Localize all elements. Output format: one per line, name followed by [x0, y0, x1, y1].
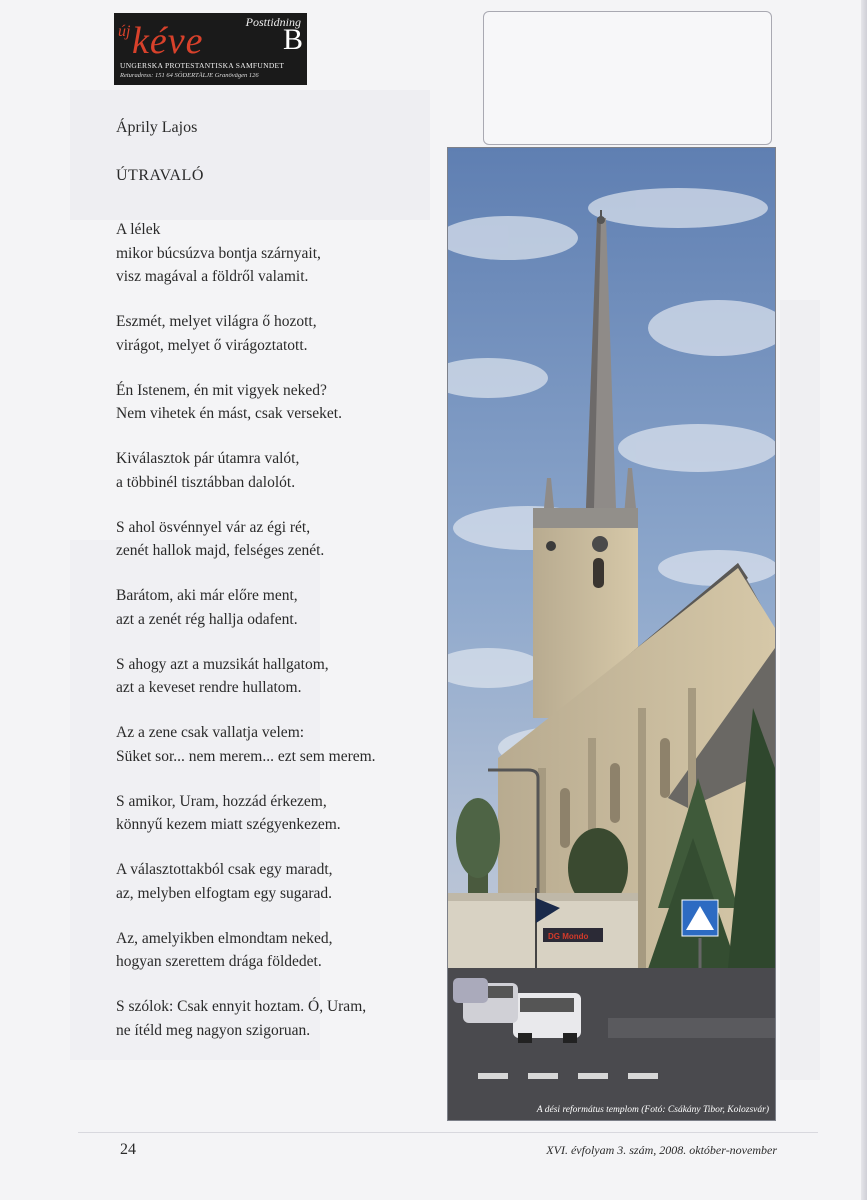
poem-line: azt a keveset rendre hullatom.	[116, 679, 302, 696]
poem-line: ne ítéld meg nagyon szigoruan.	[116, 1021, 311, 1039]
logo-return-address: Returadress: 151 64 SÖDERTÄLJE Granövägen 126	[120, 72, 259, 79]
stanza	[116, 516, 436, 563]
poem-line: azt a zenét rég hallja odafent.	[116, 610, 298, 628]
poem-line: S ahol ösvénnyel vár az égi rét,	[116, 518, 311, 536]
poem-line: könnyű kezem miatt szégyenkezem.	[116, 816, 341, 833]
stanza	[116, 310, 436, 357]
posttidning-label: Posttidning	[245, 15, 301, 29]
address-window	[483, 11, 772, 145]
poem-line: Nem vihetek én mást, csak verseket.	[116, 405, 342, 422]
bleed-through-block	[70, 90, 430, 220]
stanza	[116, 858, 436, 905]
stanza	[116, 927, 436, 974]
stanza	[116, 218, 436, 289]
poem-line: Kiválasztok pár útamra valót,	[116, 450, 300, 467]
poem-body	[116, 218, 436, 1064]
poem-author: Áprily Lajos	[116, 119, 198, 136]
newsletter-logo	[114, 13, 307, 85]
bleed-through-block	[780, 300, 820, 1080]
poem-line: mikor búcsúzva bontja szárnyait,	[116, 244, 321, 262]
poem-line: S szólok: Csak ennyit hoztam. Ó, Uram,	[116, 998, 367, 1015]
poem-line: Eszmét, melyet világra ő hozott,	[116, 313, 317, 330]
poem-line: A választottakból csak egy maradt,	[116, 861, 333, 878]
stanza	[116, 584, 436, 631]
logo-organization: UNGERSKA PROTESTANTISKA SAMFUNDET	[120, 61, 285, 70]
poem-line: S amikor, Uram, hozzád érkezem,	[116, 792, 327, 810]
poem-line: S ahogy azt a muzsikát hallgatom,	[116, 655, 329, 673]
poem-line: hogyan szerettem drága földedet.	[116, 953, 322, 970]
stanza	[116, 653, 436, 700]
poem-line: az, melyben elfogtam egy sugarad.	[116, 884, 333, 902]
logo-uj: új	[118, 23, 131, 40]
poem-title: ÚTRAVALÓ	[116, 167, 204, 184]
stanza	[116, 721, 436, 768]
poem-line: Süket sor... nem merem... ezt sem merem.	[116, 747, 376, 765]
poem-line: Én Istenem, én mit vigyek neked?	[116, 381, 327, 399]
poem-line: visz magával a földről valamit.	[116, 268, 309, 285]
poem-line: Az, amelyikben elmondtam neked,	[116, 929, 333, 947]
stanza	[116, 447, 436, 494]
poem-line: A lélek	[116, 221, 161, 238]
logo-brand: kéve	[132, 20, 204, 62]
poem-line: a többinél tisztábban dalolót.	[116, 473, 296, 491]
footer-rule	[78, 1132, 818, 1133]
issue-info: XVI. évfolyam 3. szám, 2008. október-november	[546, 1143, 777, 1157]
poem-line: zenét hallok majd, felséges zenét.	[116, 542, 325, 559]
church-illustration	[448, 148, 775, 1120]
paper-edge	[861, 0, 867, 1200]
poem-line: virágot, melyet ő virágoztatott.	[116, 336, 308, 354]
stanza	[116, 995, 436, 1042]
shop-sign: DG Mondo	[548, 932, 589, 941]
poem-line: Az a zene csak vallatja velem:	[116, 724, 305, 741]
logo-letter: B	[282, 23, 303, 56]
stanza	[116, 790, 436, 837]
page-number: 24	[120, 1141, 136, 1158]
poem-line: Barátom, aki már előre ment,	[116, 587, 298, 604]
church-photo	[447, 147, 776, 1121]
photo-caption: A dési református templom (Fotó: Csákány Tibor, Kolozsvár)	[536, 1105, 769, 1115]
stanza	[116, 379, 436, 426]
